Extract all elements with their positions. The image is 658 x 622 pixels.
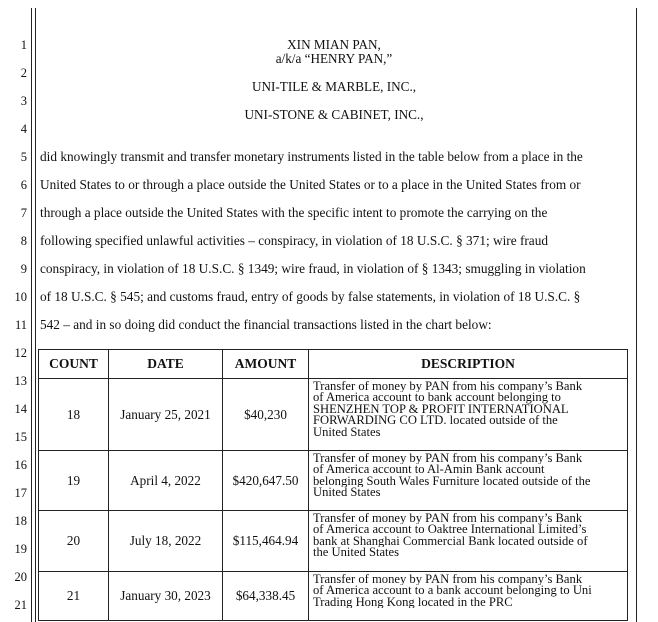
cell-count: 21 xyxy=(39,572,109,621)
table-row xyxy=(39,572,628,621)
header-description: DESCRIPTION xyxy=(309,350,628,379)
desc-line: SHENZHEN TOP & PROFIT INTERNATIONAL xyxy=(313,403,569,416)
line-number: 4 xyxy=(20,122,27,136)
cell-count: 20 xyxy=(39,511,109,572)
line-number: 10 xyxy=(14,290,27,304)
margin-rule-left-1 xyxy=(31,8,32,622)
line-number: 8 xyxy=(20,234,27,248)
body-line: conspiracy, in violation of 18 U.S.C. § 1349; wire fraud, in violation of § 1343; smuggling in violation xyxy=(40,261,586,276)
cell-description xyxy=(309,451,628,511)
cell-date: July 18, 2022 xyxy=(109,511,223,572)
cell-amount: $64,338.45 xyxy=(223,572,309,621)
desc-line: bank at Shanghai Commercial Bank located outside of xyxy=(313,535,588,548)
cell-amount: $115,464.94 xyxy=(223,511,309,572)
body-line: did knowingly transmit and transfer monetary instruments listed in the table below from a place in the xyxy=(40,149,583,164)
table-row xyxy=(39,451,628,511)
defendant-company-2: UNI-STONE & CABINET, INC., xyxy=(244,107,424,122)
line-number: 3 xyxy=(20,94,27,108)
desc-line: Trading Hong Kong located in the PRC xyxy=(313,596,513,609)
cell-description xyxy=(309,572,628,621)
defendant-name: XIN MIAN PAN, xyxy=(287,37,381,52)
line-number: 16 xyxy=(14,458,27,472)
header-date: DATE xyxy=(109,350,223,379)
cell-description xyxy=(309,511,628,572)
header-amount: AMOUNT xyxy=(223,350,309,379)
body-line: through a place outside the United States with the specific intent to promote the carrying on the xyxy=(40,205,548,220)
desc-line: United States xyxy=(313,487,381,499)
desc-line: Transfer of money by PAN from his company’s Bank xyxy=(313,381,583,393)
cell-amount: $40,230 xyxy=(223,379,309,451)
desc-line: of America account to Oaktree International Limited’s xyxy=(313,524,587,536)
desc-line: Transfer of money by PAN from his company’s Bank xyxy=(313,574,583,586)
body-line: following specified unlawful activities – conspiracy, in violation of 18 U.S.C. § 371; wire fraud xyxy=(40,233,549,248)
line-number: 5 xyxy=(20,150,27,164)
header-count: COUNT xyxy=(39,350,109,379)
line-number: 7 xyxy=(20,206,27,220)
line-number: 12 xyxy=(14,346,27,360)
margin-rule-left-2 xyxy=(35,8,36,622)
cell-date: April 4, 2022 xyxy=(109,451,223,511)
line-number: 11 xyxy=(14,318,27,332)
desc-line: the United States xyxy=(313,547,400,559)
line-number: 13 xyxy=(14,374,27,388)
body-line: 542 – and in so doing did conduct the financial transactions listed in the chart below: xyxy=(40,317,492,332)
cell-description xyxy=(309,379,628,451)
body-line: United States to or through a place outside the United States or to a place in the United States from or xyxy=(40,177,581,192)
line-number: 21 xyxy=(14,598,27,612)
table-row xyxy=(39,511,628,572)
line-number: 14 xyxy=(14,402,27,416)
line-number: 1 xyxy=(20,38,27,52)
defendant-company-1: UNI-TILE & MARBLE, INC., xyxy=(251,79,417,94)
table-row xyxy=(39,379,628,451)
table-header-row xyxy=(39,350,628,379)
transactions-table xyxy=(38,349,628,621)
margin-rule-right xyxy=(636,8,637,622)
desc-line: Transfer of money by PAN from his company’s Bank xyxy=(313,513,583,525)
desc-line: of America account to bank account belonging to xyxy=(313,392,561,404)
line-number: 6 xyxy=(20,178,27,192)
defendant-alias: a/k/a “HENRY PAN,” xyxy=(275,51,393,66)
line-number: 15 xyxy=(14,430,27,444)
cell-date: January 30, 2023 xyxy=(109,572,223,621)
desc-line: belonging South Wales Furniture located outside of the xyxy=(313,475,591,488)
desc-line: of America account to Al-Amin Bank account xyxy=(313,464,545,476)
line-number: 17 xyxy=(14,486,27,500)
desc-line: of America account to a bank account belonging to Uni xyxy=(313,585,592,597)
desc-line: United States xyxy=(313,426,381,439)
body-line: of 18 U.S.C. § 545; and customs fraud, entry of goods by false statements, in violation of 18 U.S.C. § xyxy=(40,289,581,304)
line-number: 18 xyxy=(14,514,27,528)
line-number: 20 xyxy=(14,570,27,584)
line-number: 19 xyxy=(14,542,27,556)
line-number: 9 xyxy=(20,262,27,276)
cell-amount: $420,647.50 xyxy=(223,451,309,511)
cell-count: 19 xyxy=(39,451,109,511)
desc-line: FORWARDING CO LTD. located outside of the xyxy=(313,415,558,427)
cell-date: January 25, 2021 xyxy=(109,379,223,451)
desc-line: Transfer of money by PAN from his company’s Bank xyxy=(313,453,583,465)
line-number: 2 xyxy=(20,66,27,80)
cell-count: 18 xyxy=(39,379,109,451)
